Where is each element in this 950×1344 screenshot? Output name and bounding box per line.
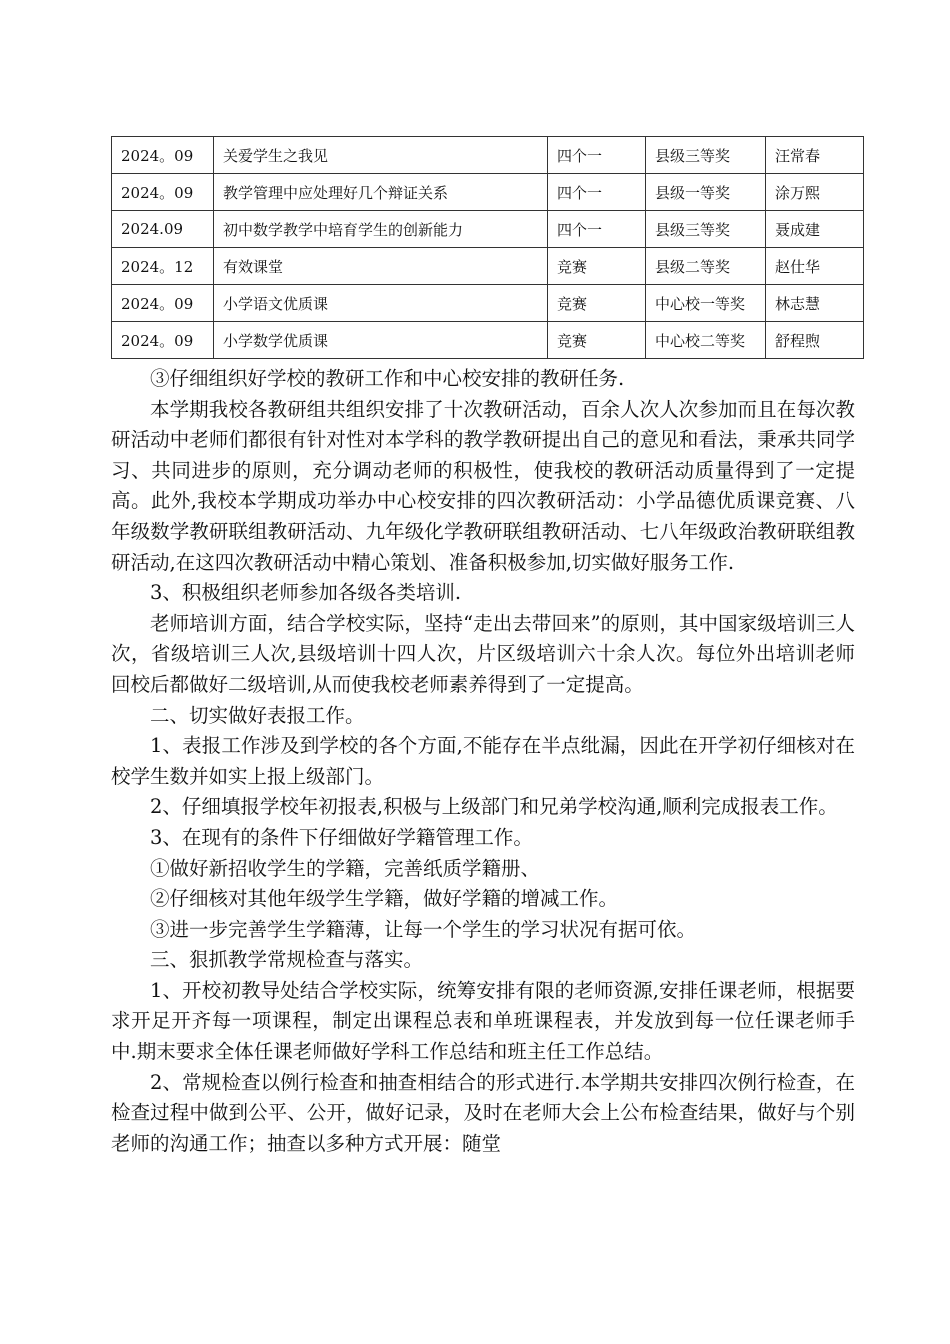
- title-cell: 关爱学生之我见: [214, 137, 548, 174]
- name-cell: 赵仕华: [766, 248, 864, 285]
- date-cell: 2024。09: [112, 137, 214, 174]
- award-cell: 县级三等奖: [646, 211, 766, 248]
- paragraph: ①做好新招收学生的学籍，完善纸质学籍册、: [150, 856, 541, 880]
- table-row: [112, 322, 864, 359]
- body-text: [111, 364, 855, 1159]
- section-heading: 二、切实做好表报工作。: [150, 703, 365, 727]
- title-cell: 小学语文优质课: [214, 285, 548, 322]
- award-cell: 县级二等奖: [646, 248, 766, 285]
- paragraph: 3、在现有的条件下仔细做好学籍管理工作。: [150, 825, 533, 849]
- date-cell: 2024。12: [112, 248, 214, 285]
- table-row: [112, 211, 864, 248]
- category-cell: 竞赛: [548, 322, 646, 359]
- name-cell: 聂成建: [766, 211, 864, 248]
- name-cell: 汪常春: [766, 137, 864, 174]
- category-cell: 竞赛: [548, 248, 646, 285]
- name-cell: 涂万熙: [766, 174, 864, 211]
- award-cell: 县级三等奖: [646, 137, 766, 174]
- paragraph: 本学期我校各教研组共组织安排了十次教研活动，百余人次人次参加而且在每次教研活动中老师们都很有针对性对本学科的教学教研提出自己的意见和看法，秉承共同学习、共同进步的原则，充分调动老师的积极性，使我校的教研活动质量得到了一定提高。此外,我校本学期成功举办中心校安排的四次教研活动：小学品德优质课竞赛、八年级数学教研联组教研活动、九年级化学教研联组教研活动、七八年级政治教研联组教研活动,在这四次教研活动中精心策划、准备积极参加,切实做好服务工作.: [111, 397, 855, 574]
- date-cell: 2024。09: [112, 322, 214, 359]
- category-cell: 四个一: [548, 211, 646, 248]
- paragraph: ③仔细组织好学校的教研工作和中心校安排的教研任务.: [150, 367, 625, 390]
- section-heading: 三、狠抓教学常规检查与落实。: [150, 948, 424, 972]
- paragraph: 老师培训方面，结合学校实际，坚持“走出去带回来”的原则，其中国家级培训三人次，省级培训三人次,县级培训十四人次，片区级培训六十余人次。每位外出培训老师回校后都做好二级培训,从而使我校老师素养得到了一定提高。: [111, 611, 855, 696]
- paragraph: 1、表报工作涉及到学校的各个方面,不能存在半点纰漏，因此在开学初仔细核对在校学生数并如实上报上级部门。: [111, 734, 855, 788]
- title-cell: 初中数学教学中培育学生的创新能力: [214, 211, 548, 248]
- title-cell: 有效课堂: [214, 248, 548, 285]
- title-cell: 小学数学优质课: [214, 322, 548, 359]
- paragraph: 3、积极组织老师参加各级各类培训.: [150, 581, 462, 605]
- award-cell: 中心校二等奖: [646, 322, 766, 359]
- table-row: [112, 174, 864, 211]
- award-cell: 中心校一等奖: [646, 285, 766, 322]
- name-cell: 林志慧: [766, 285, 864, 322]
- table-row: [112, 285, 864, 322]
- paragraph: ③进一步完善学生学籍薄，让每一个学生的学习状况有据可依。: [150, 917, 697, 941]
- table-row: [112, 137, 864, 174]
- paragraph: ②仔细核对其他年级学生学籍，做好学籍的增减工作。: [150, 887, 619, 911]
- paragraph: 2、常规检查以例行检查和抽查相结合的形式进行.本学期共安排四次例行检查，在检查过程中做到公平、公开，做好记录，及时在老师大会上公布检查结果，做好与个别老师的沟通工作；抽查以多种方式开展：随堂: [111, 1070, 855, 1155]
- category-cell: 四个一: [548, 137, 646, 174]
- date-cell: 2024。09: [112, 174, 214, 211]
- title-cell: 教学管理中应处理好几个辩证关系: [214, 174, 548, 211]
- date-cell: 2024。09: [112, 285, 214, 322]
- paragraph: 1、开校初教导处结合学校实际，统筹安排有限的老师资源,安排任课老师，根据要求开足开齐每一项课程，制定出课程总表和单班课程表，并发放到每一位任课老师手中.期末要求全体任课老师做好学科工作总结和班主任工作总结。: [111, 978, 855, 1064]
- date-cell: 2024.09: [112, 211, 214, 248]
- table-row: [112, 248, 864, 285]
- paragraph: 2、仔细填报学校年初报表,积极与上级部门和兄弟学校沟通,顺利完成报表工作。: [150, 795, 838, 819]
- awards-table: [111, 136, 864, 359]
- category-cell: 竞赛: [548, 285, 646, 322]
- category-cell: 四个一: [548, 174, 646, 211]
- name-cell: 舒程煦: [766, 322, 864, 359]
- award-cell: 县级一等奖: [646, 174, 766, 211]
